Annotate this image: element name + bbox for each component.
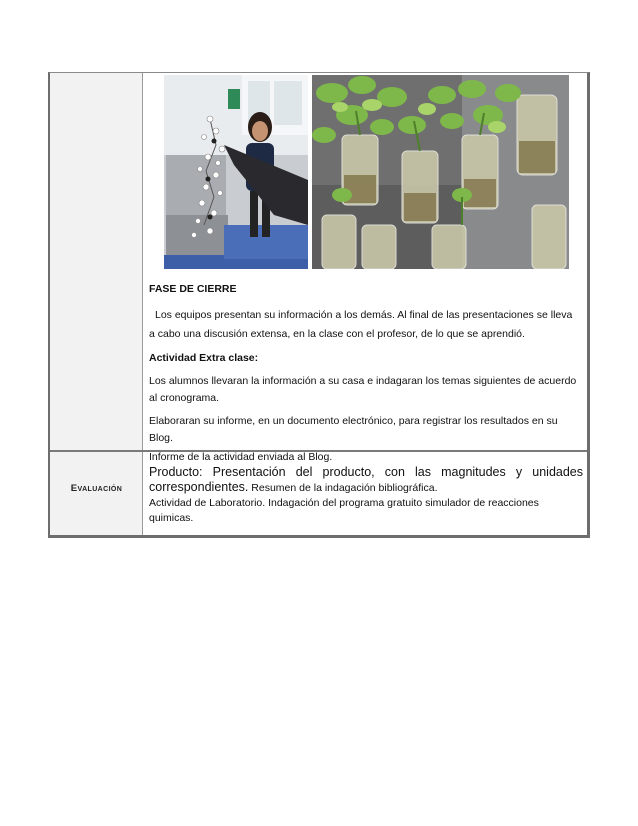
photo-student-molecular-model [164, 75, 308, 269]
evaluation-line-3: Actividad de Laboratorio. Indagación del programa gratuito simulador de reacciones quimicas. [149, 497, 539, 524]
closing-text: Los equipos presentan su información a los demás. Al final de las presentaciones se lleva a cabo una discusión extensa, en la clase con el profesor, de lo que se aprendió. [149, 309, 573, 340]
evaluation-product-c: Resumen de la indagación bibliográfica. [248, 482, 438, 494]
label-column [50, 73, 143, 535]
evaluation-product-b: correspondientes. [149, 480, 249, 494]
evaluation-product-continued [149, 480, 583, 496]
evaluation-label: Evaluación [70, 483, 123, 494]
evaluation-line-1: Informe de la actividad enviada al Blog. [149, 451, 333, 463]
closing-title: FASE DE CIERRE [149, 283, 237, 295]
evaluation-content [149, 450, 583, 526]
photo-plants-in-bottles [312, 75, 569, 269]
extra-activity-title: Actividad Extra clase: [149, 352, 259, 364]
extra-activity-text-1: Los alumnos llevaran la información a su casa e indagaran los temas siguientes de acuerdo al cronograma. [149, 375, 577, 404]
evaluation-product-line: Producto: Presentación del producto, con las magnitudes y unidades [149, 465, 583, 479]
extra-activity-text-2: Elaboraran su informe, en un documento electrónico, para registrar los resultados en su Blog. [149, 415, 558, 444]
activity-table [48, 72, 590, 538]
closing-phase-content [149, 281, 581, 447]
